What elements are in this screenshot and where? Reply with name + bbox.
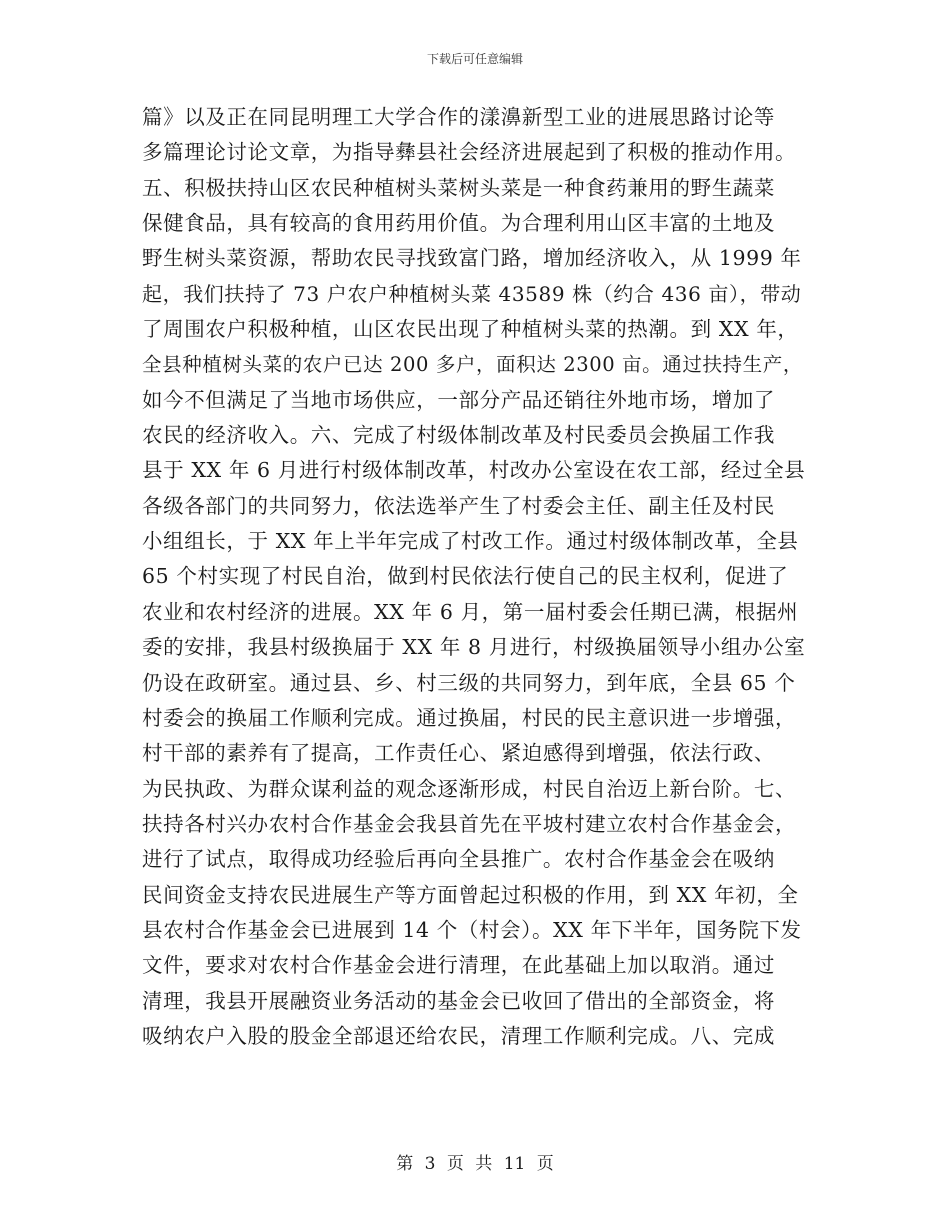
- text-line: 进行了试点，取得成功经验后再向全县推广。农村合作基金会在吸纳: [142, 847, 775, 872]
- text-line: 65 个村实现了村民自治，做到村民依法行使自己的民主权利，促进了: [142, 564, 789, 589]
- text-line: 野生树头菜资源，帮助农民寻找致富门路，增加经济收入，从 1999 年: [142, 246, 802, 271]
- text-line: 仍设在政研室。通过县、乡、村三级的共同努力，到年底，全县 65 个: [142, 670, 796, 695]
- text-line: 农业和农村经济的进展。XX 年 6 月，第一届村委会任期已满，根据州: [142, 599, 799, 624]
- text-line: 清理，我县开展融资业务活动的基金会已收回了借出的全部资金，将: [142, 988, 775, 1013]
- text-line: 村委会的换届工作顺利完成。通过换届，村民的民主意识进一步增强，: [142, 705, 797, 730]
- page-header: 下载后可任意编辑: [426, 52, 523, 66]
- page-number-footer: 第 3 页 共 11 页: [396, 1154, 554, 1174]
- text-line: 保健食品，具有较高的食用药用价值。为合理利用山区丰富的土地及: [142, 211, 775, 236]
- text-line: 如今不但满足了当地市场供应，一部分产品还销往外地市场，增加了: [142, 387, 775, 412]
- text-line: 吸纳农户入股的股金全部退还给农民，清理工作顺利完成。八、完成: [142, 1023, 775, 1048]
- text-line: 篇》以及正在同昆明理工大学合作的漾濞新型工业的进展思路讨论等: [142, 105, 775, 129]
- text-line: 扶持各村兴办农村合作基金会我县首先在平坡村建立农村合作基金会，: [142, 811, 797, 836]
- text-line: 民间资金支持农民进展生产等方面曾起过积极的作用，到 XX 年初，全: [142, 882, 799, 907]
- text-line: 委的安排，我县村级换届于 XX 年 8 月进行，村级换届领导小组办公室: [142, 635, 806, 660]
- text-line: 县于 XX 年 6 月进行村级体制改革，村改办公室设在农工部，经过全县: [142, 458, 806, 483]
- text-line: 文件，要求对农村合作基金会进行清理，在此基础上加以取消。通过: [142, 953, 775, 978]
- text-line: 为民执政、为群众谋利益的观念逐渐形成，村民自治迈上新台阶。七、: [142, 776, 797, 801]
- text-line: 多篇理论讨论文章，为指导彝县社会经济进展起到了积极的推动作用。: [142, 140, 797, 165]
- text-line: 小组组长，于 XX 年上半年完成了村改工作。通过村级体制改革，全县: [142, 529, 799, 554]
- text-line: 五、积极扶持山区农民种植树头菜树头菜是一种食药兼用的野生蔬菜: [142, 175, 775, 200]
- text-line: 全县种植树头菜的农户已达 200 多户，面积达 2300 亩。通过扶持生产，: [142, 353, 803, 377]
- document-body: [142, 100, 808, 1054]
- text-line: 各级各部门的共同努力，依法选举产生了村委会主任、副主任及村民: [142, 493, 775, 518]
- text-line: 了周围农户积极种植，山区农民出现了种植树头菜的热潮。到 XX 年，: [142, 317, 799, 342]
- text-line: 农民的经济收入。六、完成了村级体制改革及村民委员会换届工作我: [142, 423, 775, 448]
- text-line: 起，我们扶持了 73 户农户种植树头菜 43589 株（约合 436 亩），带动: [142, 281, 802, 306]
- text-line: 村干部的素养有了提高，工作责任心、紧迫感得到增强，依法行政、: [142, 741, 775, 766]
- text-line: 县农村合作基金会已进展到 14 个（村会）。XX 年下半年，国务院下发: [142, 917, 802, 942]
